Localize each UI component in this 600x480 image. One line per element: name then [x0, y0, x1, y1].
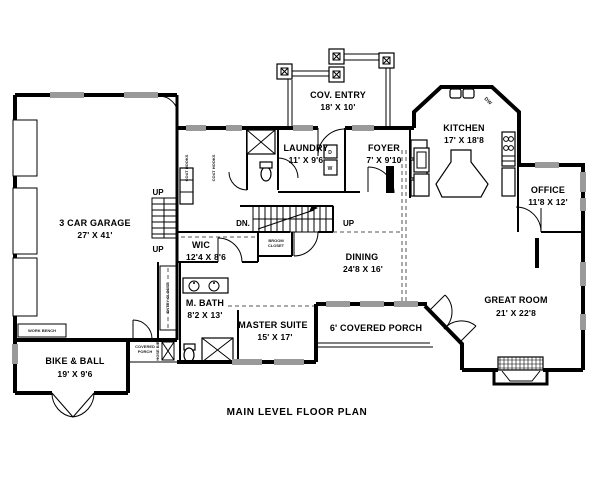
covered-porch-small-label-1: COVERED [135, 344, 155, 349]
foyer-dims: 7' X 9'10 [366, 155, 402, 165]
dining-dims: 24'8 X 16' [342, 264, 384, 274]
bath-vanity [183, 278, 228, 293]
master-suite-dims: 15' X 17' [257, 332, 293, 342]
master-suite-label: MASTER SUITE [238, 320, 308, 330]
main-stairs [240, 205, 333, 232]
garage-dims: 27' X 41' [77, 230, 113, 240]
bath-shower [202, 338, 233, 362]
stairs-down-label: DN. [236, 219, 250, 228]
laundry-label: LAUNDRY [283, 143, 329, 153]
entry-post-icon [277, 64, 292, 79]
bath-toilet [184, 344, 195, 362]
mud-room-fixtures [180, 130, 275, 204]
hose-bib-label: HOSE BIB [155, 341, 160, 361]
kitchen-range [502, 132, 515, 166]
mbath-dims: 8'2 X 13' [187, 310, 223, 320]
stairs-up-label: UP [343, 219, 355, 228]
porch-label: 6' COVERED PORCH [329, 323, 423, 333]
bike-ball-dims: 19' X 9'6 [57, 369, 93, 379]
garage-door-openings [10, 120, 37, 316]
garage-windows [12, 92, 158, 364]
great-room-dims: 21' X 22'8 [495, 308, 537, 318]
kitchen-fridge [502, 168, 515, 196]
entry-post-icon [329, 49, 344, 64]
broom-closet-label-2: CLOSET [267, 243, 285, 248]
covered-porch-small-label-2: PORCH [137, 349, 153, 354]
kitchen-counter-left [414, 148, 429, 196]
hose-bib [162, 342, 174, 360]
garage-stairs-up-top: UP [152, 188, 164, 197]
washer-label: W [327, 166, 333, 172]
dishwasher-label: DW [482, 96, 493, 107]
cov-entry-dims: 18' X 10' [320, 102, 356, 112]
entry-closet-label: ENTRY CLOSET [165, 282, 170, 314]
master-entry-door [294, 232, 318, 256]
office-dims: 11'8 X 12' [528, 197, 568, 207]
entry-post-icon [379, 53, 394, 68]
dining-label: DINING [345, 252, 379, 262]
fireplace [494, 357, 547, 384]
foyer-label: FOYER [367, 143, 401, 153]
broom-closet-label-1: BROOM [268, 238, 284, 243]
kitchen-island-hood [436, 150, 488, 197]
kitchen-label: KITCHEN [443, 123, 485, 133]
plan-title: MAIN LEVEL FLOOR PLAN [226, 407, 368, 418]
kitchen-dims: 17' X 18'8 [443, 135, 485, 145]
garage-label: 3 CAR GARAGE [59, 218, 131, 228]
kitchen-sink [450, 89, 474, 98]
great-room-label: GREAT ROOM [484, 295, 548, 305]
garage-stairs-up-bottom: UP [152, 245, 164, 254]
cov-entry-label: COV. ENTRY [310, 90, 366, 100]
coat-hooks-label-2: COAT HOOKS [211, 154, 216, 182]
entry-post-icon [329, 67, 344, 82]
wic-label: WIC [191, 240, 211, 250]
garage-stairs [152, 198, 176, 238]
laundry-dims: 11' X 9'6 [288, 155, 324, 165]
garage-side-door-arc [159, 96, 178, 115]
bike-ball-double-doors [52, 390, 94, 417]
work-bench-label: WORK BENCH [28, 328, 56, 333]
covered-entry-structure [277, 49, 394, 128]
wic-dims: 12'4 X 8'6 [185, 252, 227, 262]
dryer-label: D [328, 150, 332, 156]
bike-ball-label: BIKE & BALL [45, 356, 105, 366]
coat-hooks-label-1: COAT HOOKS [184, 154, 189, 182]
mbath-label: M. BATH [185, 298, 225, 308]
office-label: OFFICE [530, 185, 566, 195]
